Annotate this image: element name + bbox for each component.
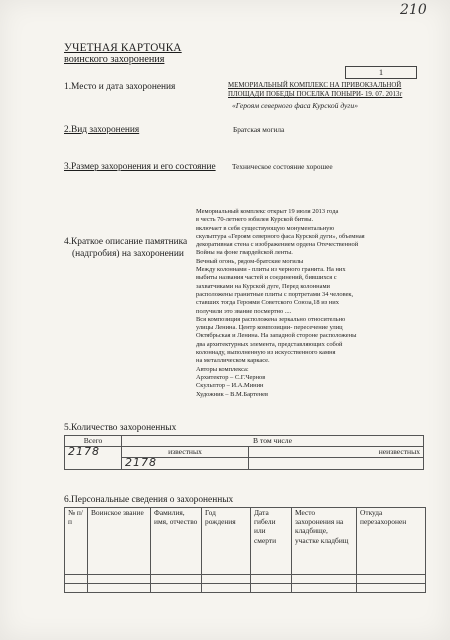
section1-label: 1.Место и дата захоронения bbox=[64, 82, 176, 92]
personal-data-table bbox=[64, 507, 426, 593]
section4-label-line1: 4.Краткое описание памятника bbox=[64, 237, 188, 247]
cell-known bbox=[122, 458, 249, 470]
section2-value: Братская могила bbox=[233, 125, 285, 134]
section1-value-line2: ПЛОЩАДИ ПОБЕДЫ ПОСЕЛКА ПОНЫРИ- 19. 07. 2013г bbox=[228, 91, 403, 98]
section3-value: Техническое состояние хорошее bbox=[232, 162, 333, 171]
known-value: 2178 bbox=[125, 456, 157, 469]
col-including-header: В том числе bbox=[122, 436, 424, 447]
col-rank-header: Воинское звание bbox=[88, 508, 151, 575]
section3-label: 3.Размер захоронения и его состояние bbox=[64, 162, 216, 172]
col-total-header: Всего bbox=[65, 436, 122, 447]
col-known-header: известных bbox=[122, 447, 249, 458]
col-death-date-header: Дата гибели или смерти bbox=[251, 508, 292, 575]
col-name-header: Фамилия, имя, отчество bbox=[151, 508, 202, 575]
col-number-header: № п/п bbox=[65, 508, 88, 575]
table-row bbox=[65, 575, 426, 584]
section2-label: 2.Вид захоронения bbox=[64, 125, 140, 135]
cell-unknown bbox=[249, 458, 424, 470]
card-subtitle: воинского захоронения bbox=[64, 54, 165, 65]
section5-label: 5.Количество захороненных bbox=[64, 423, 177, 433]
col-burial-place-header: Место захоронения на кладбище, участке кладбищ bbox=[292, 508, 357, 575]
section4-label-line2: (надгробия) на захоронении bbox=[72, 249, 184, 259]
memorial-description: Мемориальный комплекс открыт 19 июля 2013 года в честь 70-летнего юбилея Курской битвы. включает в себя существующую монументальную скульптура «Героям северного фаса Курской дуги», объемная декоративная стена с изображением ордена Отечественной Войны на фоне гвардейской ленты. Вечный огонь, рядом-братские могилы Между колоннами - плиты из черного гранита. На них выбиты названия частей и соединений, бившихся с захватчиками на Курской дуге, Перед колоннами расположены гранитные плиты с портретами 34 человек, ставших тогда Героями Советского Союза,18 из них получили это звание посмертно .... Вся композиция расположена зеркально относительно улицы Ленина. Центр композиции- пересечение улиц Октябрьская и Ленина. На западной стороне расположены два архитектурных элемента, представляющих собой колоннаду, выполненную из искусственного камня на металлическом каркасе. Авторы комплекса: Архитектор – С.Г.Чернов Скульптор – И.А.Минин Художник – В.М.Бартенев bbox=[196, 208, 365, 398]
section6-label: 6.Персональные сведения о захороненных bbox=[64, 495, 234, 505]
col-unknown-header: неизвестных bbox=[249, 447, 424, 458]
table-row bbox=[65, 584, 426, 593]
col-reburied-from-header: Откуда перезахоронен bbox=[357, 508, 426, 575]
section1-value-line3: «Героям северного фаса Курской дуги» bbox=[232, 101, 358, 110]
card-title: УЧЕТНАЯ КАРТОЧКА bbox=[64, 42, 182, 54]
cell-total bbox=[65, 447, 122, 470]
burials-count-table bbox=[64, 435, 424, 470]
section1-value-line1: МЕМОРИАЛЬНЫЙ КОМПЛЕКС НА ПРИВОКЗАЛЬНОЙ bbox=[228, 82, 402, 89]
total-value: 2178 bbox=[68, 445, 100, 458]
page-number: 210 bbox=[400, 2, 427, 18]
card-number-box: 1 bbox=[345, 66, 417, 79]
col-birth-year-header: Год рождения bbox=[202, 508, 251, 575]
